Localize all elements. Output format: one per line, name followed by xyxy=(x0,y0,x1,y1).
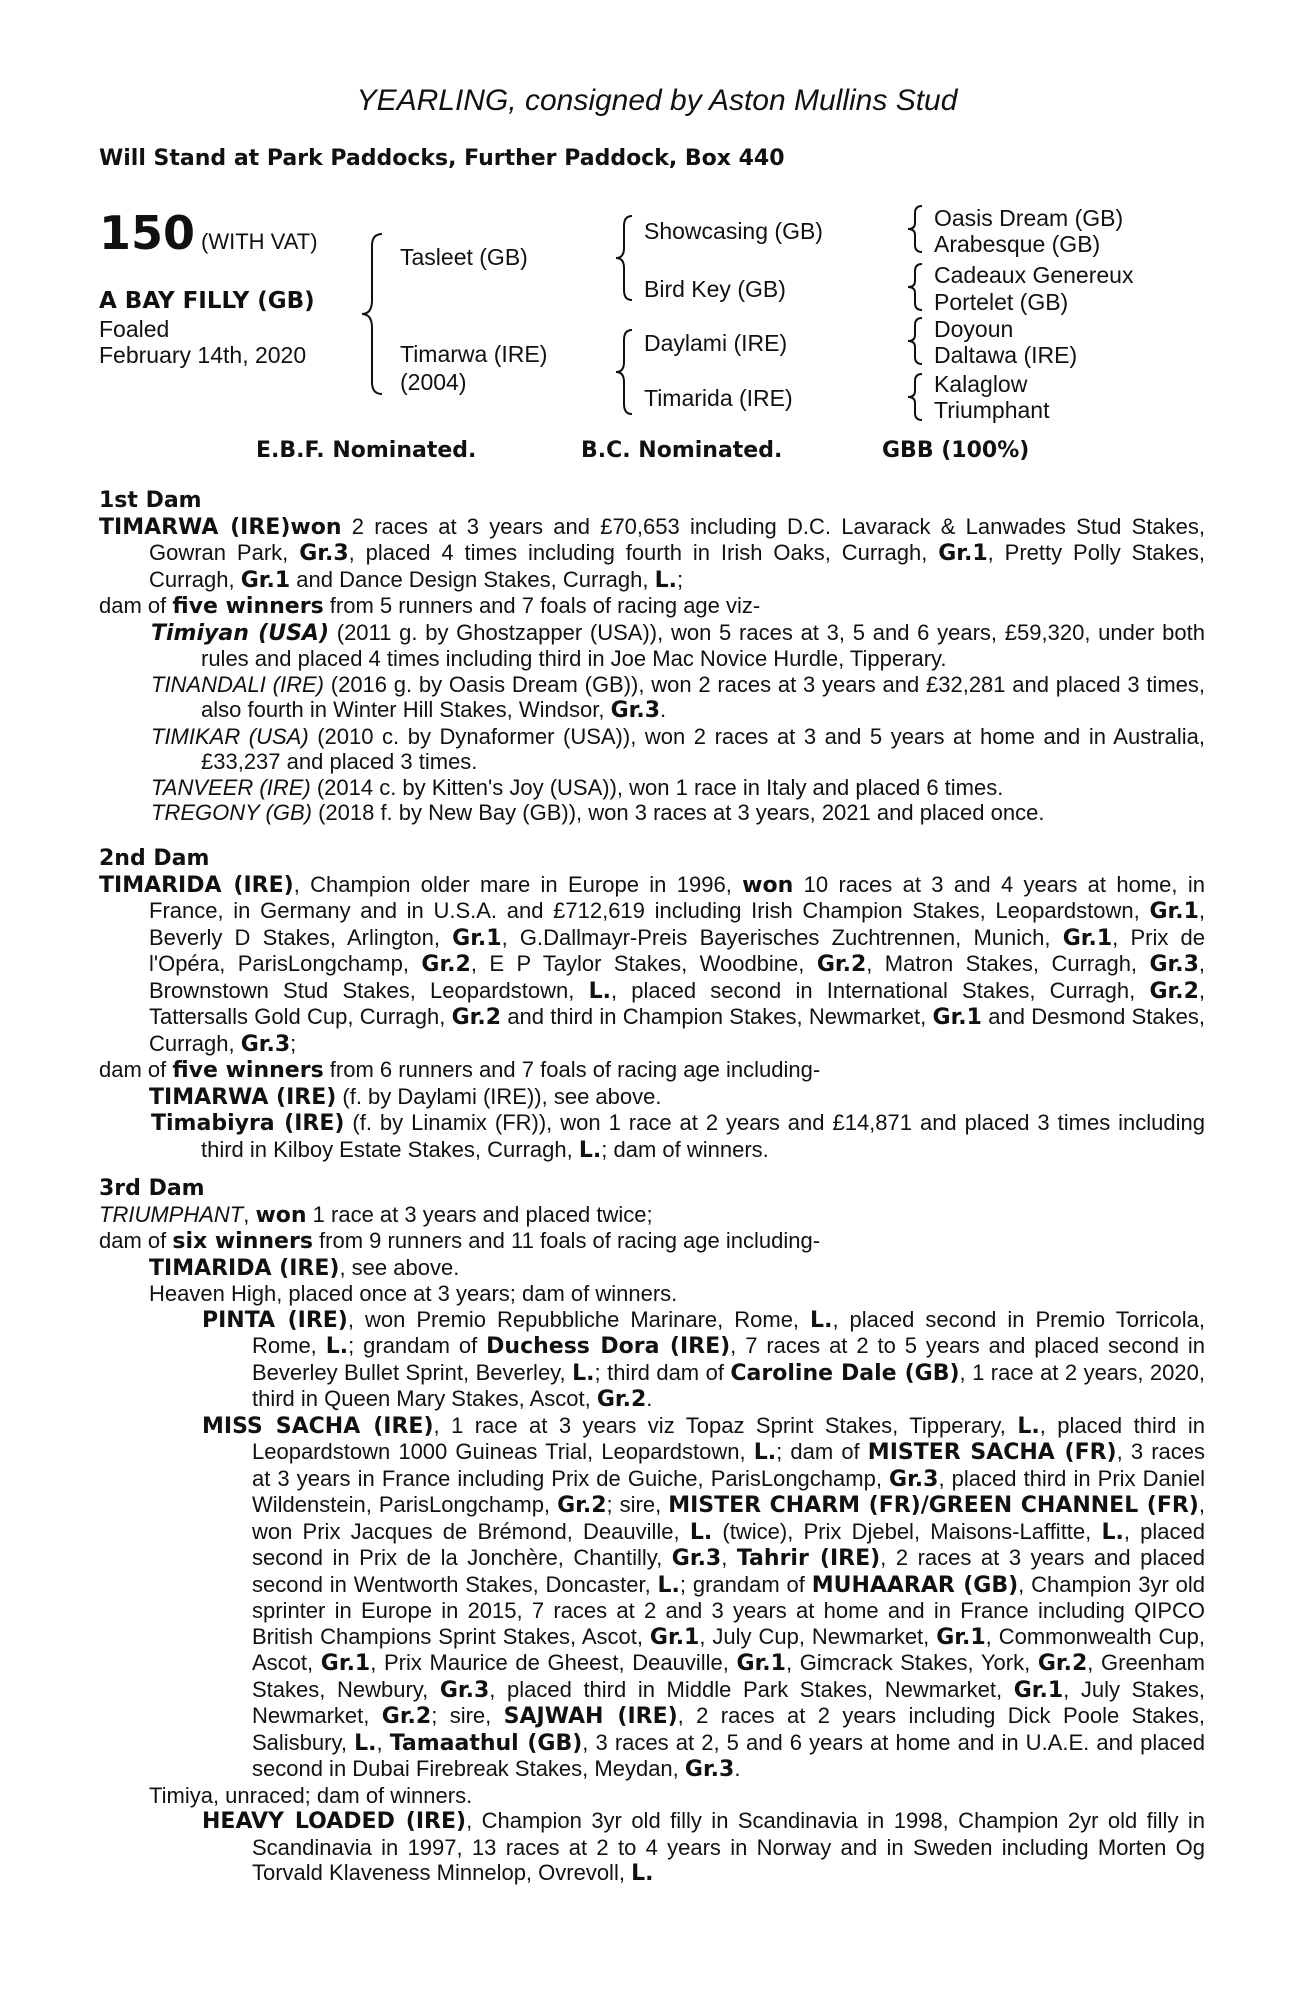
text: ; sire, xyxy=(431,1703,504,1728)
third-dam-entry xyxy=(99,1202,1205,1229)
text: , Commonwealth Cup, Ascot, xyxy=(252,1623,1205,1675)
foal-name: TIMARIDA (IRE) xyxy=(149,1255,340,1281)
grade: L. xyxy=(578,1137,602,1163)
grade: Gr.1 xyxy=(736,1651,786,1676)
winners-count: five winners xyxy=(172,1058,324,1083)
stabling-location: Will Stand at Park Paddocks, Further Paddock, Box 440 xyxy=(99,146,785,171)
text: ; xyxy=(290,1030,297,1056)
grade: Gr.1 xyxy=(240,567,291,593)
horse-name: Tamaathul (GB) xyxy=(389,1730,583,1756)
sire-sire-dam: Arabesque (GB) xyxy=(934,231,1101,257)
foal-name: TIMIKAR (USA) xyxy=(151,723,309,749)
grade: L. xyxy=(657,1572,680,1598)
text: from 5 runners and 7 foals of racing age viz- xyxy=(323,593,761,618)
text: , July Cup, Newmarket, xyxy=(699,1623,937,1649)
text: and Desmond Stakes, Curragh, xyxy=(149,1004,1205,1056)
dam-dam-sire: Kalaglow xyxy=(934,371,1028,397)
text: (2011 g. by Ghostzapper (USA)), won 5 races at 3, 5 and 6 years, £59,320, under both rules and placed 4 times including third in Joe Mac Novice Hurdle, Tipperary. xyxy=(201,619,1205,671)
winners-count: six winners xyxy=(172,1229,313,1254)
won-label: won xyxy=(742,872,794,898)
won-label: won xyxy=(290,514,342,540)
grade: L. xyxy=(689,1519,713,1545)
text: , Prix Maurice de Gheest, Deauville, xyxy=(370,1650,737,1675)
foaled-date: February 14th, 2020 xyxy=(99,342,307,368)
text: , Tattersalls Gold Cup, Curragh, xyxy=(149,977,1205,1029)
text: , Greenham Stakes, Newbury, xyxy=(252,1650,1206,1702)
text: , Champion 3yr old sprinter in Europe in 2015, 7 races at 2 and 3 years at home and in France including QIPCO British Champions Sprint Stakes, Ascot, xyxy=(252,1571,1205,1649)
won-label: won xyxy=(255,1202,307,1228)
foal-name: TINANDALI (IRE) xyxy=(151,671,324,697)
grade: L. xyxy=(572,1360,595,1386)
foal-entry: Timiya, unraced; dam of winners. xyxy=(149,1782,473,1808)
grade: Gr.1 xyxy=(649,1624,700,1650)
text: , 3 races at 2, 5 and 6 years at home and in U.A.E. and placed second in Dubai Firebreak Stakes, Meydan, xyxy=(252,1729,1205,1781)
pedigree-brace-sd xyxy=(906,262,924,312)
second-dam-produce-summary xyxy=(99,1057,1205,1084)
text: dam of xyxy=(99,1057,173,1082)
text: , Brownstown Stud Stakes, Leopardstown, xyxy=(149,951,1206,1003)
pedigree-brace-ss xyxy=(906,204,924,254)
foaled-label: Foaled xyxy=(99,316,170,342)
horse-name: SAJWAH (IRE) xyxy=(503,1704,678,1729)
dam-dam-dam: Triumphant xyxy=(934,397,1050,423)
third-dam-produce-summary xyxy=(99,1228,1205,1255)
text: (f. by Linamix (FR)), won 1 race at 2 years and £14,871 and placed 3 times including third in Kilboy Estate Stakes, Curragh, xyxy=(201,1110,1205,1162)
pedigree-brace-ds xyxy=(906,316,924,366)
text: from 9 runners and 11 foals of racing age including- xyxy=(312,1228,821,1253)
grade: Gr.2 xyxy=(421,952,471,977)
first-dam-heading: 1st Dam xyxy=(99,488,202,513)
text: . xyxy=(646,1386,653,1411)
text: , placed third in Middle Park Stakes, Newmarket, xyxy=(489,1676,1014,1702)
sire-dam-sire: Cadeaux Genereux xyxy=(934,262,1134,288)
text: , E P Taylor Stakes, Woodbine, xyxy=(470,951,817,976)
dam: Timarwa (IRE) xyxy=(400,341,548,367)
sire-sire-sire: Oasis Dream (GB) xyxy=(934,205,1124,231)
foal-entry xyxy=(99,1255,1205,1282)
pedigree-brace-sire xyxy=(614,214,634,302)
text: , 3 races at 3 years in France including Prix de Guiche, ParisLongchamp, xyxy=(252,1439,1206,1491)
text: , Prix de l'Opéra, ParisLongchamp, xyxy=(149,924,1205,976)
text: ; grandam of xyxy=(679,1571,812,1597)
text: , placed second in International Stakes, Curragh, xyxy=(610,977,1150,1003)
text: , placed second in Prix de la Jonchère, Chantilly, xyxy=(252,1518,1205,1570)
text: , 1 race at 3 years viz Topaz Sprint Stakes, Tipperary, xyxy=(433,1412,1018,1438)
text: , Pretty Polly Stakes, Curragh, xyxy=(149,540,1205,592)
second-dam-section xyxy=(99,846,1205,1163)
text: , July Stakes, Newmarket, xyxy=(252,1676,1205,1728)
horse-name: MISTER SACHA (FR) xyxy=(867,1440,1117,1465)
vat-note: (WITH VAT) xyxy=(201,229,318,254)
horse-name: TRIUMPHANT xyxy=(99,1201,244,1227)
text: (2010 c. by Dynaformer (USA)), won 2 races at 3 and 5 years at home and in Australia, £33,237 and placed 3 times. xyxy=(201,723,1205,774)
third-dam-heading: 3rd Dam xyxy=(99,1176,205,1201)
text: , Gimcrack Stakes, York, xyxy=(785,1650,1038,1675)
text: . xyxy=(660,697,667,722)
text: , 2 races at 2 years including Dick Poole Stakes, Salisbury, xyxy=(252,1703,1205,1755)
foal-entry xyxy=(99,672,1205,724)
foal-name: MISS SACHA (IRE) xyxy=(202,1413,434,1439)
text: , 2 races at 3 years and placed second in Wentworth Stakes, Doncaster, xyxy=(252,1545,1206,1597)
grade: Gr.3 xyxy=(240,1031,291,1057)
text: (2014 c. by Kitten's Joy (USA)), won 1 race in Italy and placed 6 times. xyxy=(310,774,1004,800)
grade: Gr.2 xyxy=(557,1493,607,1518)
consignor-header: YEARLING, consigned by Aston Mullins Stud xyxy=(356,84,958,117)
horse-name: MISTER CHARM (FR)/GREEN CHANNEL (FR) xyxy=(668,1493,1199,1518)
grade: L. xyxy=(631,1861,654,1886)
text: (f. by Daylami (IRE)), see above. xyxy=(336,1083,662,1109)
sire-sire: Showcasing (GB) xyxy=(644,218,823,244)
third-dam-section xyxy=(99,1176,1205,1887)
foal-entry xyxy=(99,1084,1205,1111)
grade: L. xyxy=(325,1334,349,1359)
grade: Gr.3 xyxy=(684,1757,735,1782)
text: , placed third in Leopardstown 1000 Guineas Trial, Leopardstown, xyxy=(252,1412,1205,1464)
text: ; dam of winners. xyxy=(601,1136,769,1162)
grade: Gr.3 xyxy=(610,698,661,723)
text: 2 races at 3 years and £70,653 including D.C. Lavarack & Lanwades Stud Stakes, Gowran Park, xyxy=(149,513,1206,565)
horse-name: Tahrir (IRE) xyxy=(736,1546,881,1571)
grade: L. xyxy=(810,1307,833,1333)
lot-title: A BAY FILLY (GB) xyxy=(99,288,315,314)
second-dam-entry xyxy=(99,872,1205,1058)
grade: Gr.2 xyxy=(451,1005,502,1030)
sire-dam-dam: Portelet (GB) xyxy=(934,289,1069,315)
grade: Gr.3 xyxy=(1149,952,1199,977)
text: , placed second in Premio Torricola, Rome, xyxy=(252,1306,1205,1358)
first-dam-produce-summary xyxy=(99,593,1205,620)
dam-sire: Daylami (IRE) xyxy=(644,330,788,356)
text: , placed 4 times including fourth in Irish Oaks, Curragh, xyxy=(348,540,939,565)
dam-sire-dam: Daltawa (IRE) xyxy=(934,342,1078,368)
grade: L. xyxy=(1101,1519,1124,1545)
grade: Gr.1 xyxy=(1013,1677,1064,1703)
text: and Dance Design Stakes, Curragh, xyxy=(290,566,655,592)
first-dam-section xyxy=(99,488,1205,826)
text: (2016 g. by Oasis Dream (GB)), won 2 races at 3 years and £32,281 and placed 3 times, also fourth in Winter Hill Stakes, Windsor, xyxy=(201,671,1205,722)
text: , 1 race at 2 years, 2020, third in Queen Mary Stakes, Ascot, xyxy=(252,1359,1205,1411)
gbb-status: GBB (100%) xyxy=(882,438,1030,463)
text: dam of xyxy=(99,593,173,618)
grade: Gr.2 xyxy=(816,952,867,977)
grade: L. xyxy=(354,1730,377,1756)
text: , Matron Stakes, Curragh, xyxy=(866,951,1150,976)
grade: Gr.2 xyxy=(596,1387,647,1412)
text: ; sire, xyxy=(606,1492,669,1517)
pedigree-brace-dam xyxy=(614,328,634,416)
horse-name: Duchess Dora (IRE) xyxy=(486,1334,731,1359)
dam-dam: Timarida (IRE) xyxy=(644,385,793,411)
grade: Gr.2 xyxy=(1149,978,1199,1004)
grade: Gr.2 xyxy=(1037,1651,1088,1676)
foal-entry xyxy=(99,724,1205,775)
pedigree-brace-main xyxy=(360,232,384,396)
text: , xyxy=(721,1545,737,1570)
text: ; third dam of xyxy=(594,1359,731,1385)
text: dam of xyxy=(99,1228,173,1253)
grade: Gr.1 xyxy=(320,1651,371,1676)
foal-name: PINTA (IRE) xyxy=(202,1307,348,1333)
ebf-nomination: E.B.F. Nominated. xyxy=(256,438,477,463)
horse-name: TIMARWA (IRE) xyxy=(99,514,291,540)
foal-entry: Heaven High, placed once at 3 years; dam of winners. xyxy=(149,1281,678,1306)
text: , G.Dallmayr-Preis Bayerisches Zuchtrennen, Munich, xyxy=(501,924,1063,950)
grandfoal-entry xyxy=(99,1307,1205,1413)
second-dam-heading: 2nd Dam xyxy=(99,846,210,871)
first-dam-entry xyxy=(99,514,1205,594)
grade: Gr.1 xyxy=(1062,925,1113,951)
pedigree-brace-dd xyxy=(906,372,924,422)
text: , 7 races at 2 to 5 years and placed second in Beverley Bullet Sprint, Beverley, xyxy=(252,1333,1205,1385)
foal-name: Timabiyra (IRE) xyxy=(151,1111,345,1136)
foal-entry xyxy=(99,800,1205,826)
grade: Gr.3 xyxy=(439,1677,490,1703)
text: , Beverly D Stakes, Arlington, xyxy=(149,898,1205,950)
foal-name: TIMARWA (IRE) xyxy=(149,1084,337,1110)
text: , xyxy=(376,1729,390,1755)
foal-name: HEAVY LOADED (IRE) xyxy=(202,1809,467,1834)
grade: L. xyxy=(1017,1413,1040,1439)
grandfoal-entry xyxy=(99,1808,1205,1887)
dam-year: (2004) xyxy=(400,369,467,395)
foal-entry xyxy=(99,620,1205,672)
text: ; xyxy=(676,566,684,592)
text: , Champion 3yr old filly in Scandinavia in 1998, Champion 2yr old filly in Scandinavia in 1997, 13 races at 2 to 4 years in Norway and in Sweden including Morten Og Torvald Klaveness Minnelop, Ovrevoll, xyxy=(252,1808,1205,1885)
text: . xyxy=(734,1756,741,1781)
grade: Gr.3 xyxy=(299,541,349,566)
grade: Gr.1 xyxy=(938,541,988,566)
winners-count: five winners xyxy=(172,594,324,619)
grade: Gr.3 xyxy=(889,1466,939,1492)
grade: Gr.1 xyxy=(936,1624,986,1650)
text: 10 races at 3 and 4 years at home, in France, in Germany and in U.S.A. and £712,619 including Irish Champion Stakes, Leopardstown, xyxy=(149,871,1205,923)
dam-sire-sire: Doyoun xyxy=(934,316,1014,342)
horse-name: TIMARIDA (IRE) xyxy=(99,872,294,898)
sire-dam: Bird Key (GB) xyxy=(644,276,786,302)
foal-name: Timiyan (USA) xyxy=(151,620,329,646)
grandfoal-entry xyxy=(99,1413,1205,1783)
sire: Tasleet (GB) xyxy=(400,244,528,270)
text: from 6 runners and 7 foals of racing age including- xyxy=(323,1057,821,1082)
lot-number-value: 150 xyxy=(99,206,196,260)
text: (twice), Prix Djebel, Maisons-Laffitte, xyxy=(712,1518,1102,1544)
horse-name: Caroline Dale (GB) xyxy=(730,1360,960,1386)
grade: Gr.3 xyxy=(671,1546,722,1571)
text: ; grandam of xyxy=(348,1333,487,1358)
grade: Gr.2 xyxy=(381,1704,432,1729)
lot-number xyxy=(99,206,318,260)
bc-nomination: B.C. Nominated. xyxy=(581,438,783,463)
text: (2018 f. by New Bay (GB)), won 3 races at 3 years, 2021 and placed once. xyxy=(311,800,1045,825)
text: , won Premio Repubbliche Marinare, Rome, xyxy=(347,1306,811,1332)
grade: L. xyxy=(588,978,611,1004)
grade: L. xyxy=(654,567,677,593)
grade: Gr.1 xyxy=(932,1005,982,1030)
text: ; dam of xyxy=(776,1439,868,1464)
text: , placed third in Prix Daniel Wildenstein, ParisLongchamp, xyxy=(252,1465,1205,1517)
text: 1 race at 3 years and placed twice; xyxy=(306,1201,653,1227)
foal-name: TREGONY (GB) xyxy=(151,800,312,825)
foal-entry xyxy=(99,1110,1205,1163)
text: , xyxy=(243,1201,256,1227)
text: , won Prix Jacques de Brémond, Deauville, xyxy=(252,1492,1205,1544)
text: , Champion older mare in Europe in 1996, xyxy=(293,871,743,897)
text: and third in Champion Stakes, Newmarket, xyxy=(501,1004,933,1029)
grade: Gr.1 xyxy=(452,925,502,951)
foal-name: TANVEER (IRE) xyxy=(151,774,311,800)
text: , see above. xyxy=(339,1254,460,1280)
grade: Gr.1 xyxy=(1149,899,1199,924)
foal-entry xyxy=(99,775,1205,801)
horse-name: MUHAARAR (GB) xyxy=(811,1572,1019,1598)
grade: L. xyxy=(753,1440,777,1465)
